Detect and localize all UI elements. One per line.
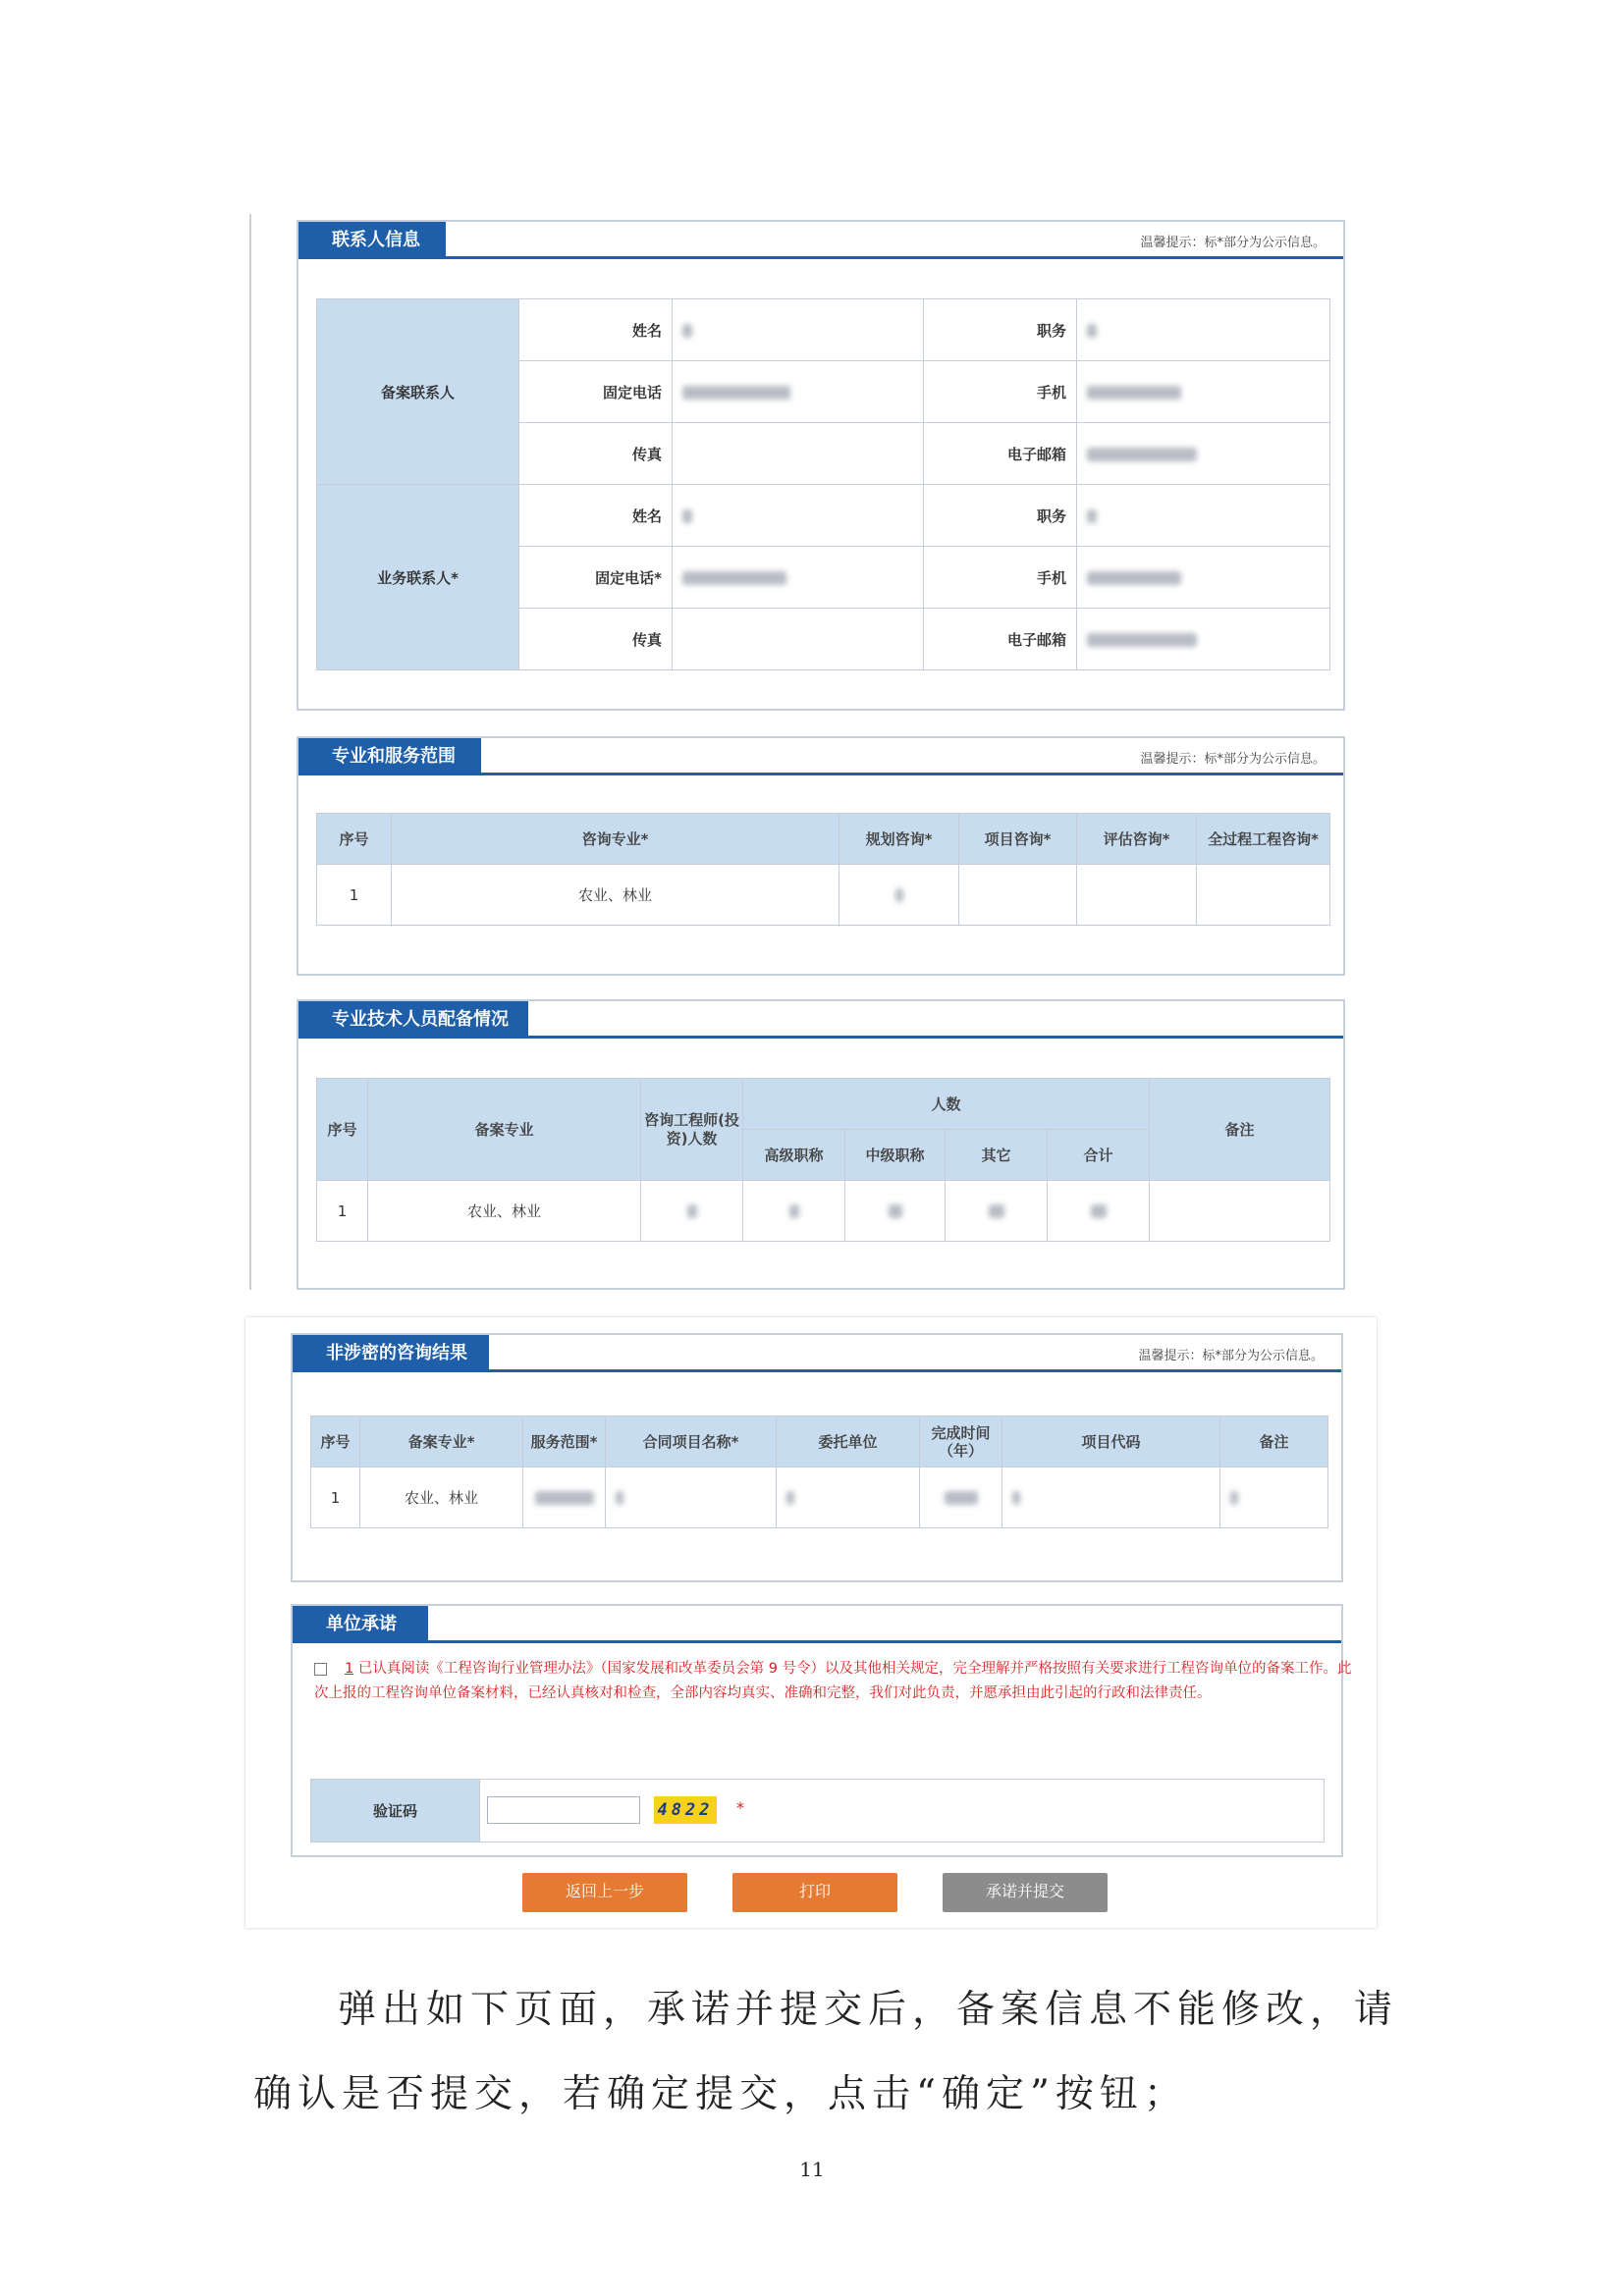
email-label: 电子邮箱 [924,609,1077,670]
row-specialty: 农业、林业 [368,1181,641,1242]
results-table [310,1415,1328,1528]
mobile-label: 手机 [924,361,1077,423]
phone-label: 固定电话 [519,361,673,423]
col-header: 备注 [1150,1079,1330,1181]
table-row [311,1468,1328,1528]
col-header: 合同项目名称* [606,1416,777,1468]
col-header: 项目代码 [1002,1416,1220,1468]
col-header: 合计 [1048,1130,1150,1181]
contact-panel-title: 联系人信息 [298,222,446,259]
promise-panel [291,1604,1352,1857]
col-header: 项目咨询* [959,814,1077,865]
col-header: 委托单位 [777,1416,920,1468]
col-header: 服务范围* [523,1416,606,1468]
col-header: 规划咨询* [839,814,959,865]
scope-panel [297,736,1345,976]
staff-panel [297,999,1345,1290]
col-header: 完成时间（年） [920,1416,1002,1468]
row-number: 1 [317,1181,368,1242]
remark-value [1220,1468,1328,1528]
name-label: 姓名 [519,485,673,547]
phone-label: 固定电话* [519,547,673,609]
promise-checkbox[interactable] [314,1663,327,1676]
row-number: 1 [311,1468,360,1528]
completion-year-value [920,1468,1002,1528]
captcha-image[interactable]: 4822 [654,1796,717,1824]
senior-count [743,1181,845,1242]
col-header: 咨询工程师(投资)人数 [641,1079,743,1181]
position-value [1077,485,1330,547]
scope-panel-title: 专业和服务范围 [298,738,481,775]
public-info-tip: 温馨提示：标*部分为公示信息。 [1140,236,1326,250]
planning-value [839,865,959,926]
body-paragraph-line1: 弹出如下页面，承诺并提交后，备案信息不能修改，请 [338,1988,1399,2032]
contract-name-value [606,1468,777,1528]
col-header: 咨询专业* [392,814,839,865]
email-label: 电子邮箱 [924,423,1077,485]
public-info-tip: 温馨提示：标*部分为公示信息。 [1138,1349,1324,1363]
name-label: 姓名 [519,299,673,361]
captcha-table [310,1779,1325,1842]
col-header: 序号 [317,1079,368,1181]
promise-statement [314,1657,1355,1706]
captcha-label: 验证码 [311,1780,480,1842]
back-button[interactable]: 返回上一步 [522,1873,687,1912]
phone-value [673,361,924,423]
fax-value [673,423,924,485]
assessment-value [1077,865,1197,926]
col-header: 序号 [311,1416,360,1468]
service-scope-value [523,1468,606,1528]
staff-table [316,1078,1330,1242]
table-row [317,1181,1330,1242]
email-value [1077,423,1330,485]
email-value [1077,609,1330,670]
contact-panel-header [298,222,1343,259]
captcha-input[interactable] [487,1796,640,1824]
row-number: 1 [317,865,392,926]
page-number: 11 [799,2158,825,2181]
submit-button[interactable]: 承诺并提交 [943,1873,1108,1912]
print-button[interactable]: 打印 [732,1873,897,1912]
col-header: 其它 [946,1130,1048,1181]
row-specialty: 农业、林业 [392,865,839,926]
contact-table [316,298,1330,670]
col-header: 高级职称 [743,1130,845,1181]
contact-panel [297,220,1345,711]
mobile-label: 手机 [924,547,1077,609]
results-panel-title: 非涉密的咨询结果 [293,1335,489,1372]
screenshot-upper [249,214,1351,1290]
results-panel-header [293,1335,1341,1372]
promise-number: 1 [345,1661,354,1677]
promise-panel-header [293,1606,1341,1643]
col-header: 序号 [317,814,392,865]
results-panel [291,1333,1343,1582]
col-header: 人数 [743,1079,1150,1130]
scope-panel-header [298,738,1343,775]
col-header: 评估咨询* [1077,814,1197,865]
body-paragraph-line2: 确认是否提交，若确定提交，点击“确定”按钮； [253,2072,1188,2116]
mobile-value [1077,361,1330,423]
name-value [673,485,924,547]
total-count [1048,1181,1150,1242]
table-row [317,865,1330,926]
col-header: 备案专业* [360,1416,523,1468]
required-mark: * [736,1798,744,1817]
staff-panel-title: 专业技术人员配备情况 [298,1001,528,1039]
name-value [673,299,924,361]
scope-table [316,813,1330,926]
business-contact-label: 业务联系人* [317,485,519,670]
promise-panel-title: 单位承诺 [293,1606,428,1643]
phone-value [673,547,924,609]
position-value [1077,299,1330,361]
promise-text: 已认真阅读《工程咨询行业管理办法》（国家发展和改革委员会第 9 号令）以及其他相关规定，完全理解并严格按照有关要求进行工程咨询单位的备案工作。此次上报的工程咨询单位备案材料，已经认真核对和检查，全部内容均真实、准确和完整，我们对此负责，并愿承担由此引起的行政和法律责任。 [314,1661,1352,1701]
col-header: 中级职称 [845,1130,946,1181]
other-count [946,1181,1048,1242]
filing-contact-label: 备案联系人 [317,299,519,485]
client-value [777,1468,920,1528]
public-info-tip: 温馨提示：标*部分为公示信息。 [1140,752,1326,767]
engineer-count [641,1181,743,1242]
staff-panel-header [298,1001,1343,1039]
fax-value [673,609,924,670]
project-value [959,865,1077,926]
project-code-value [1002,1468,1220,1528]
fax-label: 传真 [519,423,673,485]
mobile-value [1077,547,1330,609]
row-specialty: 农业、林业 [360,1468,523,1528]
whole-process-value [1197,865,1330,926]
col-header: 备注 [1220,1416,1328,1468]
position-label: 职务 [924,485,1077,547]
col-header: 全过程工程咨询* [1197,814,1330,865]
fax-label: 传真 [519,609,673,670]
remark-value [1150,1181,1330,1242]
position-label: 职务 [924,299,1077,361]
screenshot-lower [245,1317,1377,1928]
col-header: 备案专业 [368,1079,641,1181]
middle-count [845,1181,946,1242]
